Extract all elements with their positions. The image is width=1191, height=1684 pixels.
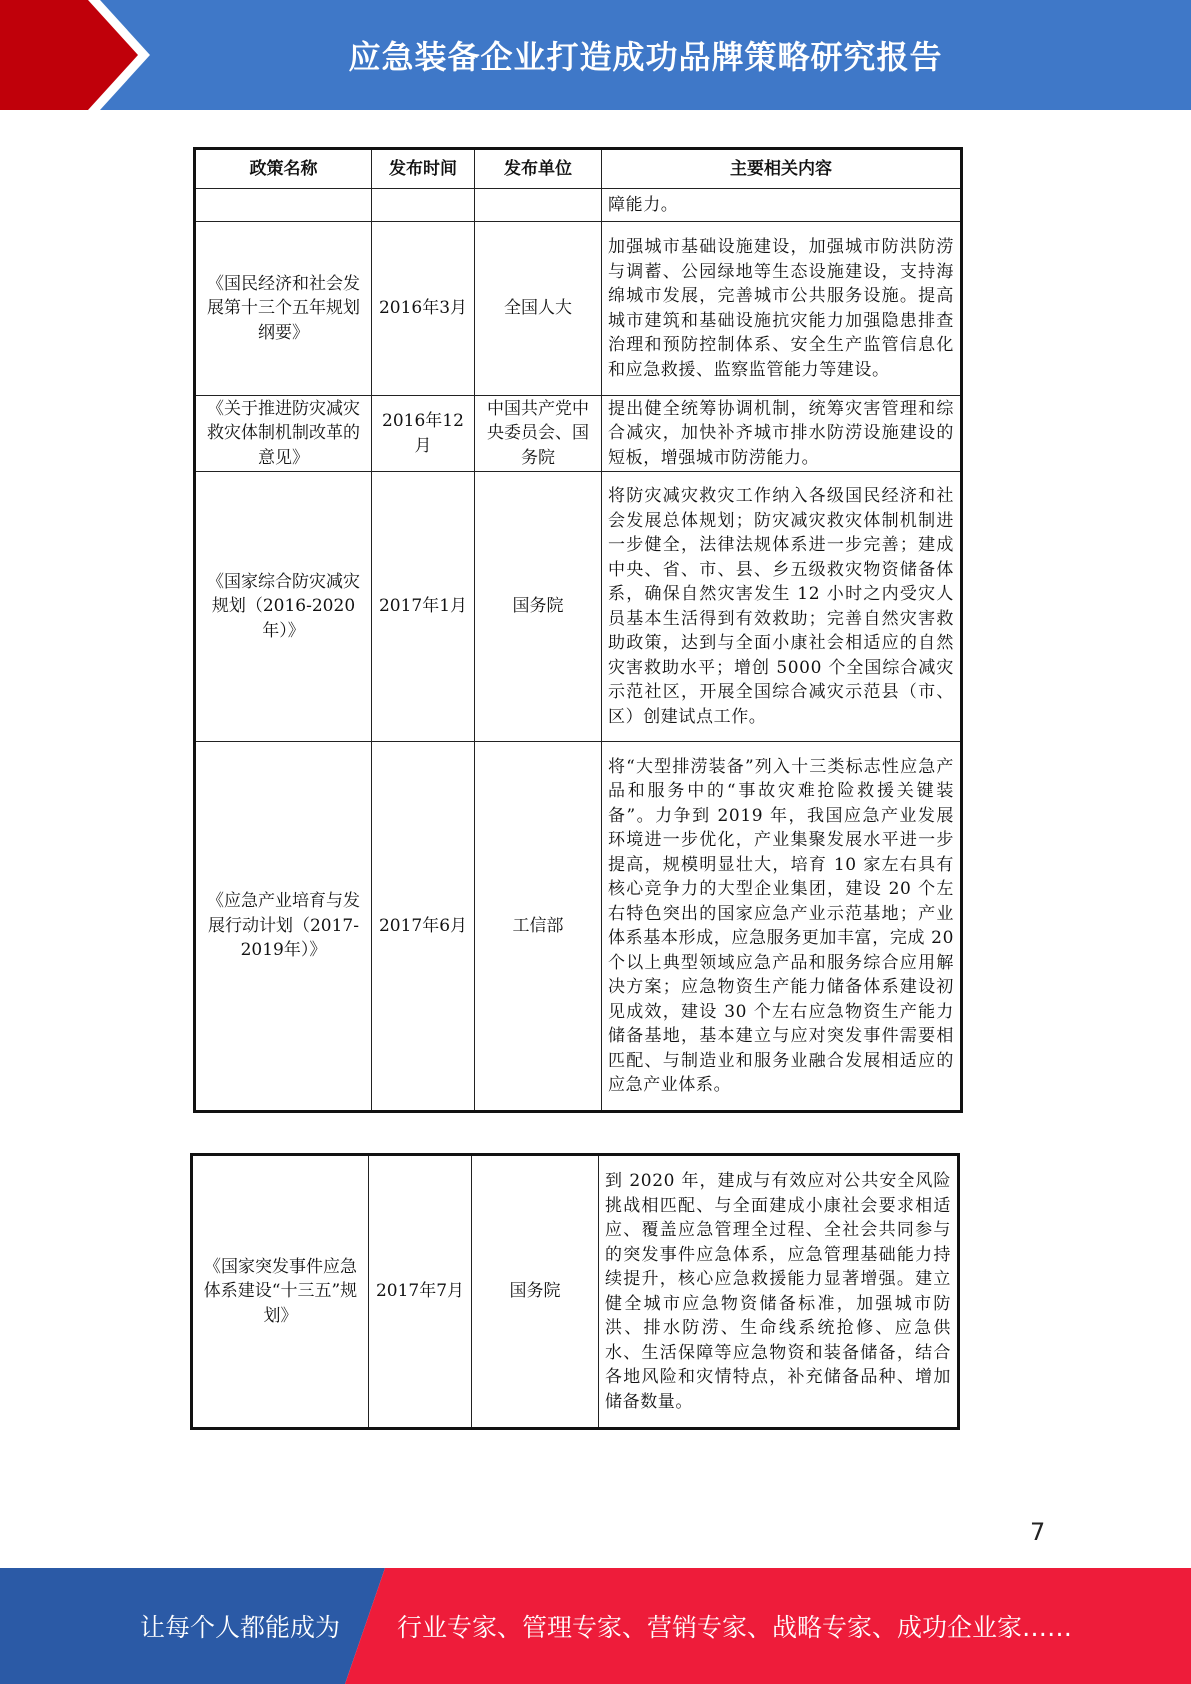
page-header <box>0 0 1191 110</box>
document-title: 应急装备企业打造成功品牌策略研究报告 <box>348 38 943 76</box>
page-number: 7 <box>1030 1518 1046 1546</box>
column-header-policy-name: 政策名称 <box>195 149 372 189</box>
column-header-issuer: 发布单位 <box>475 149 602 189</box>
table-row <box>195 396 962 472</box>
cell-issue-date: 2017年7月 <box>369 1155 472 1429</box>
cell-main-content: 加强城市基础设施建设，加强城市防洪防涝与调蓄、公园绿地等生态设施建设，支持海绵城市发展，完善城市公共服务设施。提高城市建筑和基础设施抗灾能力加强隐患排查治理和预防控制体系、安全生产监管信息化和应急救援、监察监管能力等建设。 <box>602 222 962 396</box>
cell-issuer: 工信部 <box>475 742 602 1112</box>
cell-main-content: 将防灾减灾救灾工作纳入各级国民经济和社会发展总体规划；防灾减灾救灾体制机制进一步健全，法律法规体系进一步完善；建成中央、省、市、县、乡五级救灾物资储备体系，确保自然灾害发生 12 小时之内受灾人员基本生活得到有效救助；完善自然灾害救助政策，达到与全面小康社会相适应的自然灾害救助水平；增创 5000 个全国综合减灾示范社区，开展全国综合减灾示范县（市、区）创建试点工作。 <box>602 472 962 742</box>
cell-main-content: 障能力。 <box>602 189 962 222</box>
header-chevron-icon <box>0 0 160 110</box>
cell-main-content: 提出健全统筹协调机制，统筹灾害管理和综合减灾，加快补齐城市排水防涝设施建设的短板，增强城市防涝能力。 <box>602 396 962 472</box>
cell-main-content: 将“大型排涝装备”列入十三类标志性应急产品和服务中的“事故灾难抢险救援关键装备”。力争到 2019 年，我国应急产业发展环境进一步优化，产业集聚发展水平进一步提高，规模明显壮大，培育 10 家左右具有核心竞争力的大型企业集团，建设 20 个左右特色突出的国家应急产业示范基地；产业体系基本形成，应急服务更加丰富，完成 20 个以上典型领域应急产品和服务综合应用解决方案；应急物资生产能力储备体系建设初见成效，建设 30 个左右应急物资生产能力储备基地，基本建立与应对突发事件需要相匹配、与制造业和服务业融合发展相适应的应急产业体系。 <box>602 742 962 1112</box>
policy-table <box>193 147 963 1113</box>
column-header-issue-date: 发布时间 <box>372 149 475 189</box>
cell-policy-name: 《关于推进防灾减灾救灾体制机制改革的意见》 <box>195 396 372 472</box>
cell-policy-name: 《国家突发事件应急体系建设“十三五”规划》 <box>192 1155 369 1429</box>
column-header-main-content: 主要相关内容 <box>602 149 962 189</box>
cell-issue-date: 2017年6月 <box>372 742 475 1112</box>
cell-issuer: 国务院 <box>475 472 602 742</box>
cell-policy-name <box>195 189 372 222</box>
table-row <box>195 189 962 222</box>
footer-slogan-right: 行业专家、管理专家、营销专家、战略专家、成功企业家…… <box>397 1613 1073 1642</box>
table-row <box>195 222 962 396</box>
cell-policy-name: 《应急产业培育与发展行动计划（2017-2019年）》 <box>195 742 372 1112</box>
footer-slogan-left: 让每个人都能成为 <box>140 1613 341 1642</box>
cell-issuer: 国务院 <box>472 1155 599 1429</box>
cell-policy-name: 《国民经济和社会发展第十三个五年规划纲要》 <box>195 222 372 396</box>
cell-issue-date: 2016年12月 <box>372 396 475 472</box>
table-row <box>192 1155 959 1429</box>
policy-table-continued <box>190 1153 960 1430</box>
cell-main-content: 到 2020 年，建成与有效应对公共安全风险挑战相匹配、与全面建成小康社会要求相适应、覆盖应急管理全过程、全社会共同参与的突发事件应急体系，应急管理基础能力持续提升，核心应急救援能力显著增强。建立健全城市应急物资储备标准，加强城市防洪、排水防涝、生命线系统抢修、应急供水、生活保障等应急物资和装备储备，结合各地风险和灾情特点，补充储备品种、增加储备数量。 <box>599 1155 959 1429</box>
table-row <box>195 472 962 742</box>
cell-issue-date: 2016年3月 <box>372 222 475 396</box>
cell-issue-date <box>372 189 475 222</box>
page-footer <box>0 1568 1191 1684</box>
cell-issuer <box>475 189 602 222</box>
table-header-row <box>195 149 962 189</box>
cell-issuer: 全国人大 <box>475 222 602 396</box>
cell-issue-date: 2017年1月 <box>372 472 475 742</box>
cell-issuer: 中国共产党中央委员会、国务院 <box>475 396 602 472</box>
table-row <box>195 742 962 1112</box>
cell-policy-name: 《国家综合防灾减灾规划（2016-2020年）》 <box>195 472 372 742</box>
